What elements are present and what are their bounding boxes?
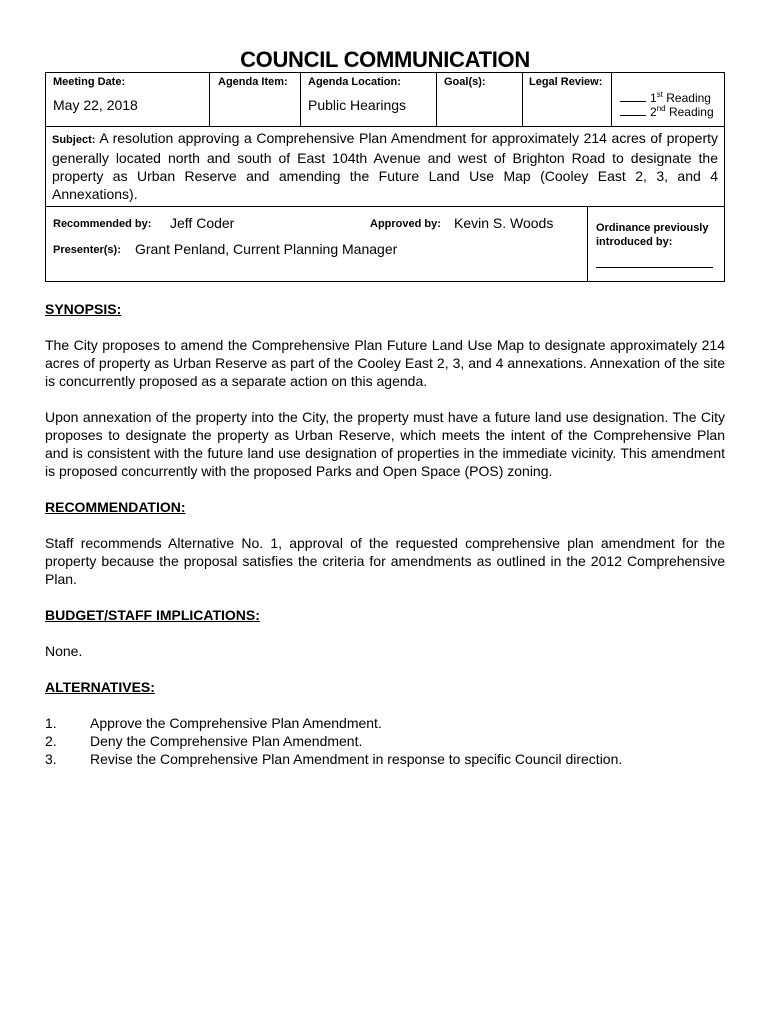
alternative-text: Deny the Comprehensive Plan Amendment. <box>90 733 363 749</box>
agenda-location-label: Agenda Location: <box>308 76 401 88</box>
agenda-item-label: Agenda Item: <box>218 76 288 88</box>
row-divider <box>46 126 724 127</box>
column-divider <box>587 206 588 282</box>
goals-label: Goal(s): <box>444 76 486 88</box>
recommended-by-label: Recommended by: <box>53 218 152 230</box>
presenters-value: Grant Penland, Current Planning Manager <box>135 241 398 257</box>
alternative-text: Approve the Comprehensive Plan Amendment. <box>90 715 382 731</box>
second-reading-blank[interactable] <box>620 115 646 116</box>
list-item <box>45 732 725 750</box>
header-table <box>45 72 725 282</box>
second-reading-line: 2nd Reading <box>620 104 714 119</box>
meeting-date-value: May 22, 2018 <box>53 97 138 113</box>
alternative-text: Revise the Comprehensive Plan Amendment in response to specific Council direction. <box>90 751 623 767</box>
synopsis-paragraph-1: The City proposes to amend the Comprehensive Plan Future Land Use Map to designate approximately 214 acres of property as Urban Reserve as part of the Cooley East 2, 3, and 4 annexations. Annexation of the site is concurrently proposed as a separate action on this agenda. <box>45 337 725 389</box>
approved-by-value: Kevin S. Woods <box>454 215 554 231</box>
approved-by-label: Approved by: <box>370 218 441 230</box>
recommendation-text: Staff recommends Alternative No. 1, approval of the requested comprehensive plan amendment for the property because the proposal satisfies the criteria for amendments as outlined in the 2012 Comprehensive Plan. <box>45 535 725 587</box>
column-divider <box>300 73 301 126</box>
first-reading-blank[interactable] <box>620 101 646 102</box>
ordinance-blank[interactable] <box>596 267 713 268</box>
column-divider <box>522 73 523 126</box>
meeting-date-label: Meeting Date: <box>53 76 126 88</box>
agenda-location-value: Public Hearings <box>308 97 407 113</box>
column-divider <box>209 73 210 126</box>
body-content <box>45 300 725 768</box>
subject-block <box>52 129 718 203</box>
alternative-number: 3. <box>45 751 57 767</box>
recommendation-heading: RECOMMENDATION: <box>45 499 186 515</box>
subject-text: A resolution approving a Comprehensive Plan Amendment for approximately 214 acres of property generally located north and south of East 104th Avenue and west of Brighton Road to designate the property as Urban Reserve and amending the Future Land Use Map (Cooley East 2, 3, and 4 Annexations). <box>52 130 718 202</box>
column-divider <box>436 73 437 126</box>
page-title: COUNCIL COMMUNICATION <box>240 47 530 72</box>
synopsis-heading: SYNOPSIS: <box>45 301 122 317</box>
list-item <box>45 750 725 768</box>
budget-text: None. <box>45 643 83 659</box>
budget-heading: BUDGET/STAFF IMPLICATIONS: <box>45 607 260 623</box>
legal-review-label: Legal Review: <box>529 76 603 88</box>
ordinance-label: Ordinance previously introduced by: <box>596 222 709 248</box>
synopsis-paragraph-2: Upon annexation of the property into the City, the property must have a future land use designation. The City proposes to designate the property as Urban Reserve, which meets the intent of the Comprehensive Plan and is consistent with the future land use designation of properties in the immediate vicinity. This amendment is proposed concurrently with the proposed Parks and Open Space (POS) zoning. <box>45 409 725 479</box>
row-divider <box>46 206 724 207</box>
alternatives-heading: ALTERNATIVES: <box>45 679 155 695</box>
first-reading-line: 1st Reading <box>620 90 711 105</box>
alternative-number: 2. <box>45 733 57 749</box>
list-item <box>45 714 725 732</box>
recommended-by-value: Jeff Coder <box>170 215 235 231</box>
subject-label: Subject: <box>52 134 96 146</box>
column-divider <box>611 73 612 126</box>
presenters-label: Presenter(s): <box>53 244 121 256</box>
alternative-number: 1. <box>45 715 57 731</box>
